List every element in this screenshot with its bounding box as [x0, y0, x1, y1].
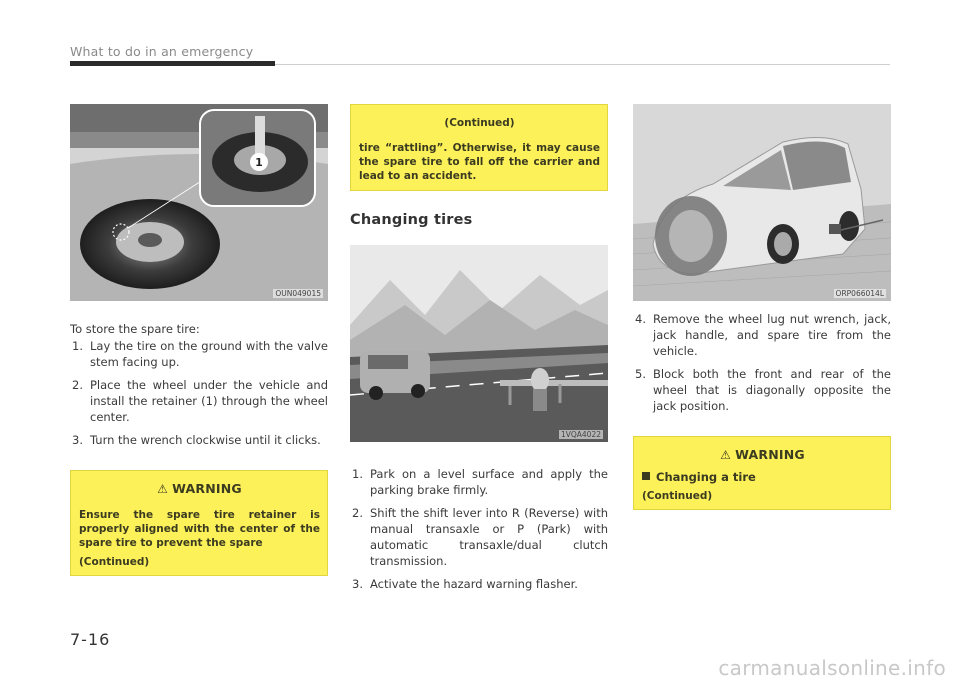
header-bar [70, 61, 275, 66]
figure-code: OUN049015 [275, 289, 321, 298]
watermark: carmanualsonline.info [718, 656, 946, 680]
warning-triangle-icon: ⚠ [720, 448, 732, 462]
steps-list [350, 466, 608, 592]
warning-body: tire “rattling”. Otherwise, it may cause the spare tire to fall off the carrier and lead to an accident. [359, 142, 600, 182]
warning-heading: ⚠ WARNING [157, 481, 242, 496]
car-jack-illustration [633, 104, 891, 301]
warning-body: Ensure the spare tire retainer is properly aligned with the center of the spare tire to prevent the spare [79, 509, 320, 549]
warning-box [633, 436, 891, 510]
car-jack-figure [633, 104, 891, 301]
callout-1: 1 [255, 156, 263, 169]
list-item: 2. Place the wheel under the vehicle and install the retainer (1) through the wheel center. [72, 378, 328, 424]
figure-code: ORP066014L [835, 289, 884, 298]
header-rule [275, 64, 890, 65]
steps-list [70, 338, 328, 448]
steps-list [633, 311, 891, 414]
square-bullet-icon [642, 472, 650, 480]
list-item: 3. Activate the hazard warning flasher. [352, 577, 578, 591]
page-number: 7-16 [70, 630, 111, 649]
continued-label: (Continued) [444, 117, 515, 129]
section-title: Changing tires [350, 212, 473, 228]
figure-code: 1VQA4022 [560, 430, 601, 439]
list-item: 1. Park on a level surface and apply the parking brake firmly. [352, 467, 608, 497]
warning-box [70, 470, 328, 576]
continued-label: (Continued) [79, 556, 150, 568]
roadside-figure [350, 245, 608, 442]
warning-triangle-icon: ⚠ [157, 482, 169, 496]
warning-heading: ⚠ WARNING [720, 447, 805, 462]
column-1 [70, 104, 328, 576]
spare-tire-illustration [70, 104, 328, 301]
intro-text: To store the spare tire: [70, 322, 200, 336]
list-item: 2. Shift the shift lever into R (Reverse) with manual transaxle or P (Park) with automatic transaxle/dual clutch transmission. [352, 506, 608, 568]
list-item: 3. Turn the wrench clockwise until it clicks. [72, 433, 321, 447]
spare-tire-figure [70, 104, 328, 301]
warning-subheading: Changing a tire [642, 470, 883, 484]
roadside-illustration [350, 245, 608, 442]
list-item: 1. Lay the tire on the ground with the valve stem facing up. [72, 339, 328, 369]
list-item: 5. Block both the front and rear of the wheel that is diagonally opposite the jack position. [635, 367, 891, 413]
header-title: What to do in an emergency [70, 44, 254, 59]
list-item: 4. Remove the wheel lug nut wrench, jack, jack handle, and spare tire from the vehicle. [635, 312, 891, 358]
column-2 [350, 104, 608, 599]
column-3 [633, 104, 891, 510]
warning-box-continued [350, 104, 608, 191]
continued-label: (Continued) [642, 490, 713, 502]
